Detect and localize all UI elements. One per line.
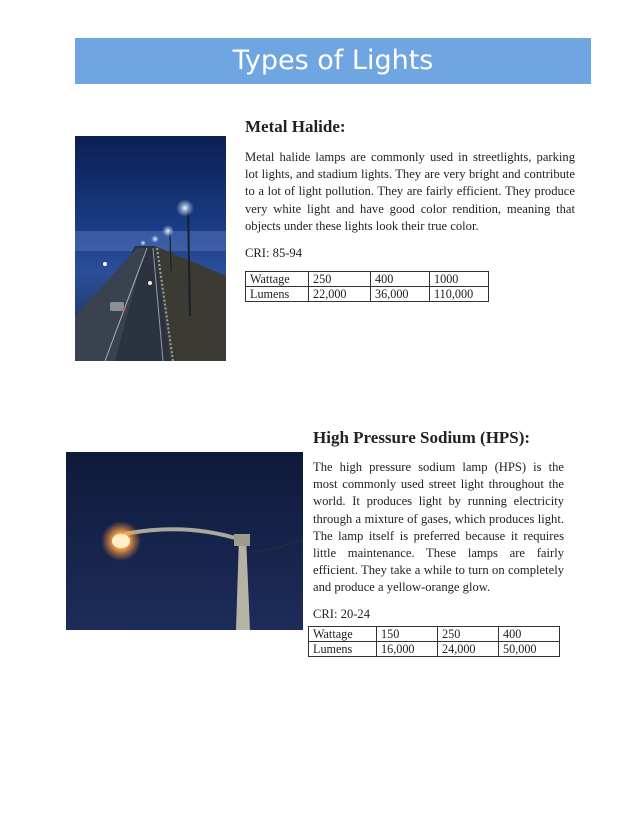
table-cell: Wattage (246, 272, 309, 287)
table-cell: 50,000 (499, 642, 560, 657)
table-cell: Lumens (309, 642, 377, 657)
table-cell: 250 (309, 272, 371, 287)
table-cell: 150 (377, 627, 438, 642)
title-banner (75, 38, 591, 84)
output-table (245, 271, 489, 302)
table-cell: Wattage (309, 627, 377, 642)
output-table (308, 626, 560, 657)
table-row (309, 642, 560, 657)
table-cell: 400 (499, 627, 560, 642)
table-cell: 24,000 (438, 642, 499, 657)
table-cell: 110,000 (430, 287, 489, 302)
section-heading: High Pressure Sodium (HPS): (313, 428, 531, 447)
table-row (309, 627, 560, 642)
metal-halide-section (245, 117, 575, 302)
metal-halide-photo (75, 136, 226, 361)
hps-section (313, 428, 564, 622)
table-cell: 16,000 (377, 642, 438, 657)
section-body: The high pressure sodium lamp (HPS) is the most commonly used street light throughout the world. It produces light by running electricity through a mixture of gases, which produces light. The lamp itself is preferred because it requires little maintenance. These lamps are fairly efficient. They take a while to turn on completely and produce a yellow-orange glow. (313, 460, 564, 595)
page-title: Types of Lights (232, 45, 434, 76)
table-cell: 1000 (430, 272, 489, 287)
table-row (246, 272, 489, 287)
table-row (246, 287, 489, 302)
table-cell: 250 (438, 627, 499, 642)
section-heading: Metal Halide: (245, 117, 346, 136)
table-cell: 400 (371, 272, 430, 287)
table-cell: 22,000 (309, 287, 371, 302)
table-cell: 36,000 (371, 287, 430, 302)
section-body: Metal halide lamps are commonly used in streetlights, parking lot lights, and stadium lights. They are very bright and contribute to a lot of light pollution. They are fairly efficient. They produce very white light and have good color rendition, meaning that objects under these lights look their true color. (245, 150, 575, 233)
cri-value: CRI: 85-94 (245, 246, 303, 261)
cri-value: CRI: 20-24 (313, 606, 371, 621)
table-cell: Lumens (246, 287, 309, 302)
hps-photo (66, 452, 303, 630)
